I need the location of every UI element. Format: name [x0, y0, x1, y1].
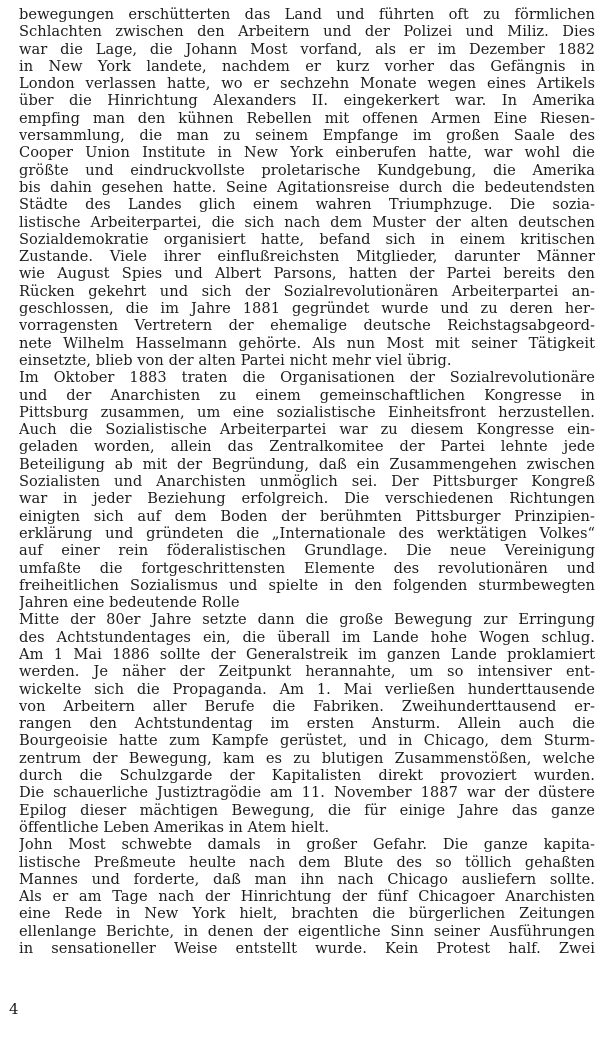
text-line: Im Oktober 1883 traten die Organisationen der Sozialrevolutionäre [19, 369, 595, 387]
text-line: erklärung und gründeten die „Internationale des werktätigen Volkes“ [19, 524, 595, 542]
text-line: Rücken gekehrt und sich der Sozialrevolutionären Arbeiterpartei an- [19, 282, 595, 300]
text-line: des Achtstundentages ein, die überall im Lande hohe Wogen schlug. [19, 628, 595, 646]
text-line: Mannes und forderte, daß man ihn nach Chicago ausliefern sollte. [19, 870, 595, 888]
text-line: wie August Spies und Albert Parsons, hatten der Partei bereits den [19, 265, 595, 283]
text-line: vorragensten Vertretern der ehemalige deutsche Reichstagsabgeord- [19, 317, 595, 335]
text-line: durch die Schulzgarde der Kapitalisten direkt provoziert wurden. [19, 767, 595, 785]
text-line: versammlung, die man zu seinem Empfange im großen Saale des [19, 127, 595, 145]
page-number: 4 [9, 1000, 19, 1018]
text-line: Städte des Landes glich einem wahren Triumphzuge. Die sozia- [19, 196, 595, 214]
text-line: empfing man den kühnen Rebellen mit offenen Armen Eine Riesen- [19, 109, 595, 127]
text-line: Cooper Union Institute in New York einberufen hatte, war wohl die [19, 144, 595, 162]
text-line: größte und eindruckvollste proletarische Kundgebung, die Amerika [19, 161, 595, 179]
text-line: umfaßte die fortgeschrittensten Elemente des revolutionären und [19, 559, 595, 577]
text-line: Sozialdemokratie organisiert hatte, befand sich in einem kritischen [19, 230, 595, 248]
text-line: nete Wilhelm Hasselmann gehörte. Als nun Most mit seiner Tätigkeit [19, 334, 595, 352]
text-line: Schlachten zwischen den Arbeitern und der Polizei und Miliz. Dies [19, 23, 595, 41]
text-line: Epilog dieser mächtigen Bewegung, die für einige Jahre das ganze [19, 801, 595, 819]
text-line: war in jeder Beziehung erfolgreich. Die verschiedenen Richtungen [19, 490, 595, 508]
body-text [19, 6, 595, 957]
text-line: Sozialisten und Anarchisten unmöglich sei. Der Pittsburger Kongreß [19, 473, 595, 491]
text-line: einigten sich auf dem Boden der berühmten Pittsburger Prinzipien- [19, 507, 595, 525]
text-line: freiheitlichen Sozialismus und spielte in den folgenden sturmbewegten [19, 576, 595, 594]
text-line: in New York landete, nachdem er kurz vorher das Gefängnis in [19, 57, 595, 75]
text-line: zentrum der Bewegung, kam es zu blutigen Zusammenstößen, welche [19, 749, 595, 767]
text-line: einsetzte, blieb von der alten Partei nicht mehr viel übrig. [19, 351, 452, 369]
text-line: listische Preßmeute heulte nach dem Blute des so töllich gehaßten [19, 853, 595, 871]
text-line: bewegungen erschütterten das Land und führten oft zu förmlichen [19, 6, 595, 23]
text-line: London verlassen hatte, wo er sechzehn Monate wegen eines Artikels [19, 75, 595, 93]
paragraph [19, 611, 595, 836]
text-line: eine Rede in New York hielt, brachten die bürgerlichen Zeitungen [19, 905, 595, 923]
text-line: von Arbeitern aller Berufe die Fabriken. Zweihunderttausend er- [19, 697, 595, 715]
text-line: geschlossen, die im Jahre 1881 gegründet wurde und zu deren her- [19, 300, 595, 318]
text-line: rangen den Achtstundentag im ersten Ansturm. Allein auch die [19, 715, 595, 733]
text-line: listische Arbeiterpartei, die sich nach dem Muster der alten deutschen [19, 213, 595, 231]
text-line: Beteiligung ab mit der Begründung, daß ein Zusammengehen zwischen [19, 455, 595, 473]
text-line: bis dahin gesehen hatte. Seine Agitationsreise durch die bedeutendsten [19, 178, 595, 196]
text-line: Die schauerliche Justiztragödie am 11. November 1887 war der düstere [19, 784, 595, 802]
paragraph [19, 369, 595, 611]
text-line: John Most schwebte damals in großer Gefahr. Die ganze kapita- [19, 836, 595, 854]
text-line: wickelte sich die Propaganda. Am 1. Mai verließen hunderttausende [19, 680, 595, 698]
text-line: Zustande. Viele ihrer einflußreichsten Mitglieder, darunter Männer [19, 248, 595, 266]
text-line: in sensationeller Weise entstellt wurde. Kein Protest half. Zwei [19, 940, 595, 958]
text-line: Auch die Sozialistische Arbeiterpartei war zu diesem Kongresse ein- [19, 421, 595, 439]
text-line: war die Lage, die Johann Most vorfand, als er im Dezember 1882 [19, 40, 595, 58]
text-line: über die Hinrichtung Alexanders II. eingekerkert war. In Amerika [19, 92, 595, 110]
text-line: Jahren eine bedeutende Rolle [19, 594, 240, 612]
text-line: Als er am Tage nach der Hinrichtung der fünf Chicagoer Anarchisten [19, 888, 595, 906]
text-line: geladen worden, allein das Zentralkomitee der Partei lehnte jede [19, 438, 595, 456]
text-line: Pittsburg zusammen, um eine sozialistische Einheitsfront herzustellen. [19, 403, 595, 421]
text-line: Am 1 Mai 1886 sollte der Generalstreik im ganzen Lande proklamiert [19, 645, 595, 663]
text-line: und der Anarchisten zu einem gemeinschaftlichen Kongresse in [19, 386, 595, 404]
text-line: ellenlange Berichte, in denen der eigentliche Sinn seiner Ausführungen [19, 922, 595, 940]
text-line: öffentliche Leben Amerikas in Atem hielt. [19, 818, 330, 836]
text-line: Mitte der 80er Jahre setzte dann die große Bewegung zur Erringung [19, 611, 595, 629]
paragraph [19, 6, 595, 369]
text-line: auf einer rein föderalistischen Grundlage. Die neue Vereinigung [19, 542, 595, 560]
text-line: Bourgeoisie hatte zum Kampfe gerüstet, und in Chicago, dem Sturm- [19, 732, 595, 750]
paragraph [19, 836, 595, 957]
text-line: werden. Je näher der Zeitpunkt herannahte, um so intensiver ent- [19, 663, 595, 681]
